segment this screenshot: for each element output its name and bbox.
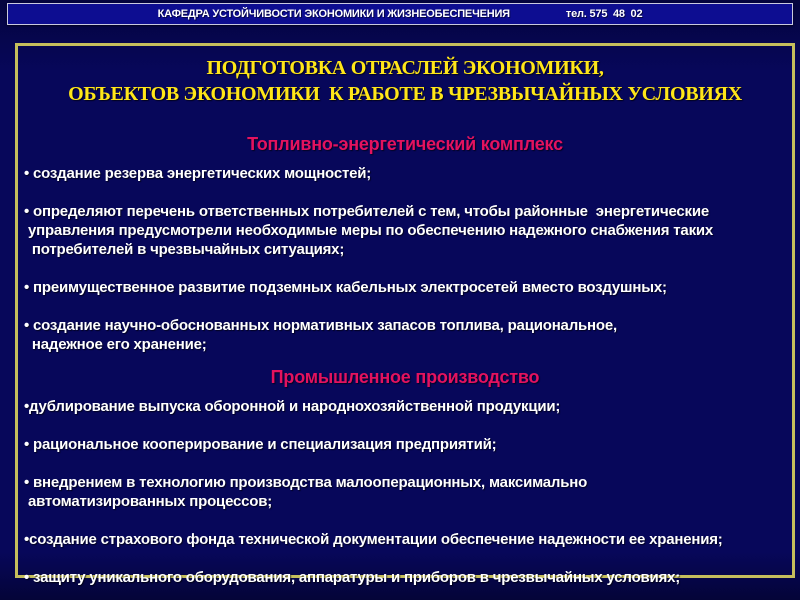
bullet-line: • создание научно-обоснованных нормативных запасов топлива, рациональное, [24, 317, 617, 334]
bullet-line: •создание страхового фонда технической документации обеспечение надежности ее хранения; [24, 531, 723, 548]
bullet-line: • внедрением в технологию производства малооперационных, максимально [24, 474, 588, 491]
bullet-line: • рациональное кооперирование и специализация предприятий; [24, 436, 497, 453]
bullet-line: • определяют перечень ответственных потребителей с тем, чтобы районные энергетические [24, 203, 710, 220]
bullet-line: • создание резерва энергетических мощностей; [24, 165, 372, 182]
slide-title [24, 46, 786, 107]
phone-number: тел. 575 48 02 [565, 8, 643, 20]
department-title: КАФЕДРА УСТОЙЧИВОСТИ ЭКОНОМИКИ И ЖИЗНЕОБЕСПЕЧЕНИЯ [157, 8, 510, 20]
bullet-line: •дублирование выпуска оборонной и народнохозяйственной продукции; [24, 398, 561, 415]
bullet-line-continuation: управления предусмотрели необходимые меры по обеспечению надежного снабжения таких [24, 222, 714, 239]
bullet-line-continuation: автоматизированных процессов; [24, 493, 273, 510]
bullet-line: • преимущественное развитие подземных кабельных электросетей вместо воздушных; [24, 279, 667, 296]
slide-title-line-2: ОБЪЕКТОВ ЭКОНОМИКИ К РАБОТЕ В ЧРЕЗВЫЧАЙНЫХ УСЛОВИЯХ [68, 83, 742, 105]
section-heading-fuel-energy: Топливно-энергетический комплекс [247, 134, 563, 154]
slide-content-box [15, 43, 795, 586]
bullet-line-continuation: потребителей в чрезвычайных ситуациях; [24, 241, 345, 258]
section-heading-industry: Промышленное производство [270, 367, 540, 387]
slide-title-line-1: ПОДГОТОВКА ОТРАСЛЕЙ ЭКОНОМИКИ, [206, 57, 604, 79]
bullet-line: • защиту уникального оборудования, аппаратуры и приборов в чрезвычайных условиях; [24, 569, 681, 586]
bullet-line-continuation: надежное его хранение; [24, 336, 207, 353]
slide-header-bar [7, 3, 793, 25]
